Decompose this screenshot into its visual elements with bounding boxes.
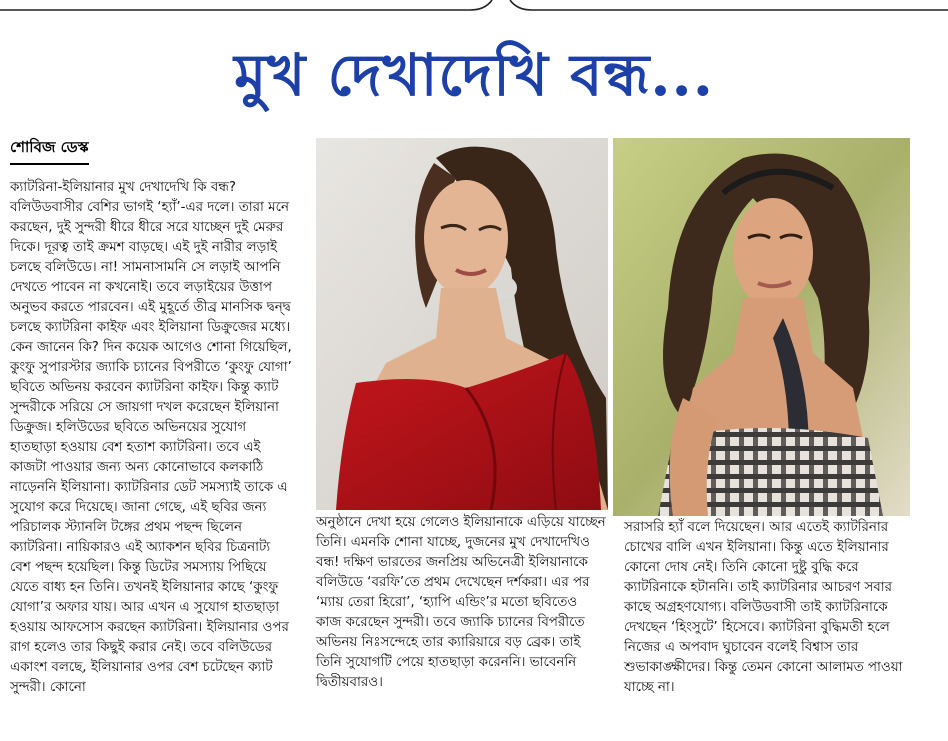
photo-katrina: [316, 138, 608, 510]
article-column-1: ক্যাটরিনা-ইলিয়ানার মুখ দেখাদেখি কি বন্ধ? বলিউডবাসীর বেশির ভাগই ‘হ্যাঁ’-এর দলে। তারা মনে করছেন, দুই সুন্দরী ধীরে ধীরে সরে যাচ্ছেন দুই মেরুর দিকে। দূরত্ব তাই ক্রমশ বাড়ছে। এই দুই নারীর লড়াই চলছে বলিউডে। না! সামনাসামনি সে লড়াই আপনি দেখতে পাবেন না কখনোই। তবে লড়াইয়ের উত্তাপ অনুভব করতে পারবেন। এই মুহূর্তে তীব্র মানসিক দ্বন্দ্ব চলছে ক্যাটরিনা কাইফ এবং ইলিয়ানা ডিক্রুজের মধ্যে। কেন জানেন কি? দিন কয়েক আগেও শোনা গিয়েছিল, কুংফু সুপারস্টার জ্যাকি চ্যানের বিপরীতে ‘কুংফু যোগা’ ছবিতে অভিনয় করবেন ক্যাটরিনা কাইফ। কিন্তু ক্যাট সুন্দরীকে সরিয়ে সে জায়গা দখল করেছেন ইলিয়ানা ডিক্রুজ। হলিউডের ছবিতে অভিনয়ের সুযোগ হাতছাড়া হওয়ায় বেশ হতাশ ক্যাটরিনা। তবে এই কাজটা পাওয়ার জন্য অন্য কোনোভাবে কলকাঠি নাড়েননি ইলিয়ানা। ক্যাটরিনার ডেট সমস্যাই তাকে এ সুযোগ করে দিয়েছে। জানা গেছে, এই ছবির জন্য পরিচালক স্ট্যানলি টঙ্গের প্রথম পছন্দ ছিলেন ক্যাটরিনা। নায়িকারও এই অ্যাকশন ছবির চিত্রনাট্য বেশ পছন্দ হয়েছিল। কিন্তু ডিটের সমস্যায় পিছিয়ে যেতে বাধ্য হন তিনি। তখনই ইলিয়ানার কাছে ‘কুংফু যোগা’র অফার যায়। আর এখন এ সুযোগ হাতছাড়া হওয়ায় আফসোস করছেন ক্যাটরিনা। ইলিয়ানার ওপর রাগ হলেও তার কিছুই করার নেই। তবে বলিউডের একাংশ বলছে, ইলিয়ানার ওপর বেশ চটেছেন ক্যাট সুন্দরী। কোনো: [10, 180, 292, 695]
byline: শোবিজ ডেস্ক: [10, 136, 89, 165]
top-frame-lines: [0, 0, 948, 22]
photo-ileana: [613, 138, 910, 516]
headline: মুখ দেখাদেখি বন্ধ...: [234, 41, 714, 109]
article-column-3: সরাসরি হ্যাঁ বলে দিয়েছেন। আর এতেই ক্যাটরিনার চোখের বালি এখন ইলিয়ানা। কিন্তু এতে ইলিয়ানার কোনো দোষ নেই। তিনি কোনো দুষ্টু বুদ্ধি করে ক্যাটরিনাকে হটাননি। তাই ক্যাটরিনার আচরণ সবার কাছে অগ্রহণযোগ্য। বলিউডবাসী তাই ক্যাটরিনাকে দেখছেন ‘হিংসুটে’ হিসেবে। ক্যাটরিনা বুদ্ধিমতী হলে নিজের এ অপবাদ ঘুচাবেন বলেই বিশ্বাস তার শুভাকাঙ্ক্ষীদের। কিন্তু তেমন কোনো আলামত পাওয়া যাচ্ছে না।: [624, 520, 903, 695]
article-column-2: অনুষ্ঠানে দেখা হয়ে গেলেও ইলিয়ানাকে এড়িয়ে যাচ্ছেন তিনি। এমনকি শোনা যাচ্ছে, দুজনের মুখ দেখাদেখিও বন্ধ! দক্ষিণ ভারতের জনপ্রিয় অভিনেত্রী ইলিয়ানাকে বলিউডে ‘বরফি’তে প্রথম দেখেছেন দর্শকরা। এর পর ‘ম্যায় তেরা হিরো’, ‘হ্যাপি এন্ডিং’র মতো ছবিতেও কাজ করেছেন সুন্দরী। তবে জ্যাকি চ্যানের বিপরীতে অভিনয় নিঃসন্দেহে তার ক্যারিয়ারে বড় ব্রেক। তাই তিনি সুযোগটি পেয়ে হাতছাড়া করেননি। ভাবেননি দ্বিতীয়বারও।: [316, 515, 606, 690]
